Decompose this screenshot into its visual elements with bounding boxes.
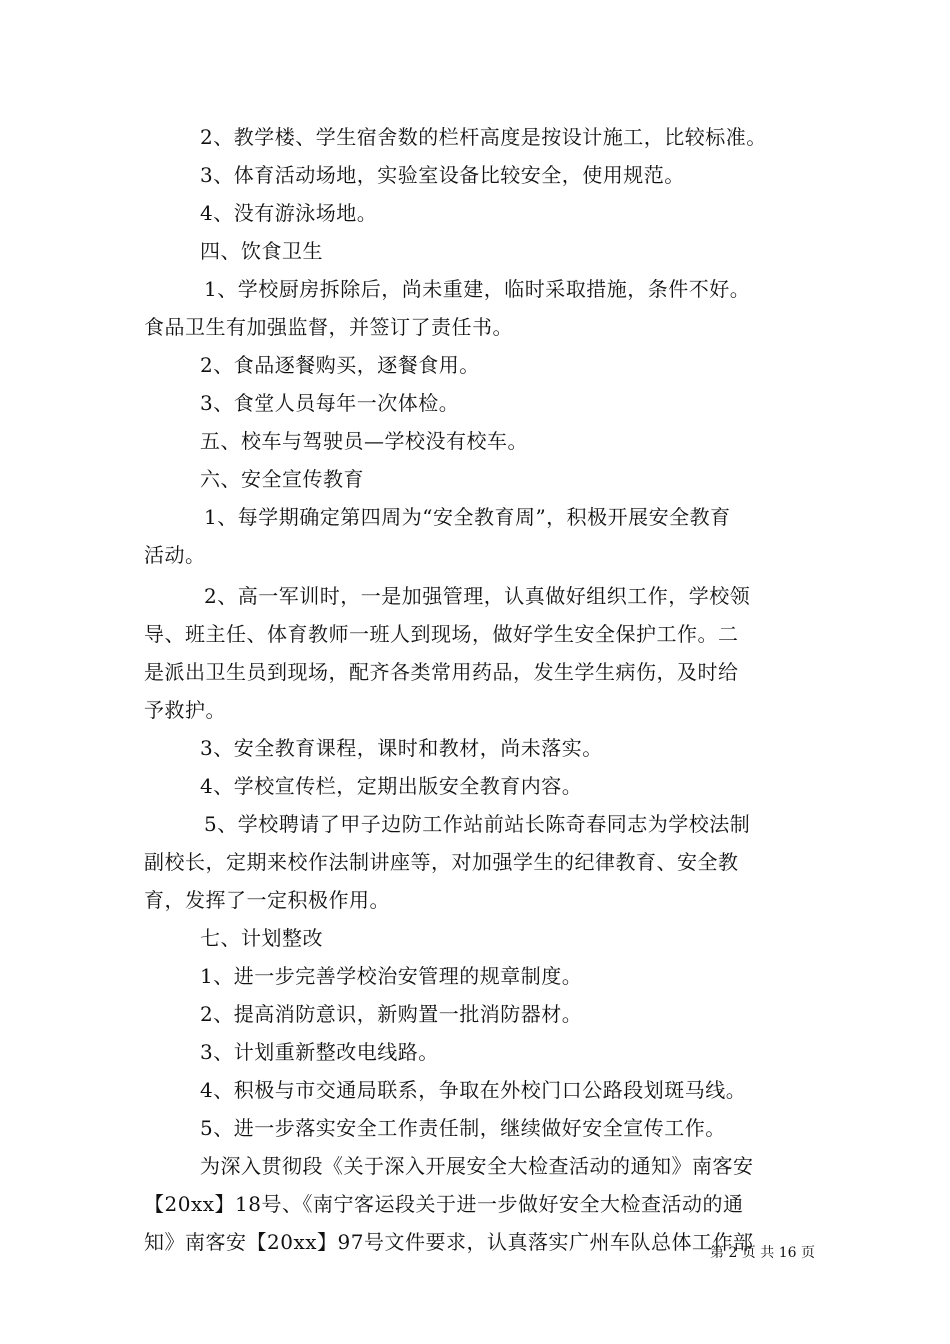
document-body [144,118,808,1261]
paragraph-line: 5、学校聘请了甲子边防工作站前站长陈奇春同志为学校法制 [204,812,751,836]
paragraph-line: 2、食品逐餐购买，逐餐食用。 [200,353,480,377]
paragraph-line: 予救护。 [144,698,226,722]
paragraph-line: 知》南客安【20xx】97号文件要求，认真落实广州车队总体工作部 [144,1230,754,1254]
paragraph-line: 1、进一步完善学校治安管理的规章制度。 [200,964,583,988]
paragraph-line: 【20xx】18号、《南宁客运段关于进一步做好安全大检查活动的通 [144,1192,744,1216]
paragraph-line: 2、提高消防意识，新购置一批消防器材。 [200,1002,583,1026]
page-number-footer: 第 2 页 共 16 页 [710,1245,815,1261]
paragraph-line: 2、教学楼、学生宿舍数的栏杆高度是按设计施工，比较标准。 [200,125,767,149]
paragraph-line: 活动。 [144,543,206,567]
paragraph-line: 2、高一军训时，一是加强管理，认真做好组织工作，学校领 [204,584,751,608]
paragraph-line: 是派出卫生员到现场，配齐各类常用药品，发生学生病伤，及时给 [144,660,739,684]
paragraph-line: 4、学校宣传栏，定期出版安全教育内容。 [200,774,583,798]
paragraph-line: 3、安全教育课程，课时和教材，尚未落实。 [200,736,603,760]
paragraph-line: 4、积极与市交通局联系，争取在外校门口公路段划斑马线。 [200,1078,747,1102]
paragraph-line: 5、进一步落实安全工作责任制，继续做好安全宣传工作。 [200,1116,726,1140]
paragraph-line: 1、学校厨房拆除后，尚未重建，临时采取措施，条件不好。 [204,277,751,301]
paragraph-line: 3、体育活动场地，实验室设备比较安全，使用规范。 [200,163,685,187]
section-heading: 六、安全宣传教育 [200,467,364,491]
paragraph-line: 3、计划重新整改电线路。 [200,1040,439,1064]
paragraph-line: 3、食堂人员每年一次体检。 [200,391,460,415]
paragraph-line: 1、每学期确定第四周为“安全教育周”，积极开展安全教育 [204,505,731,529]
paragraph-line: 育，发挥了一定积极作用。 [144,888,390,912]
paragraph-line: 导、班主任、体育教师一班人到现场，做好学生安全保护工作。二 [144,622,739,646]
paragraph-line: 食品卫生有加强监督，并签订了责任书。 [144,315,513,339]
section-heading: 五、校车与驾驶员—学校没有校车。 [200,429,528,453]
paragraph-line: 4、没有游泳场地。 [200,201,378,225]
paragraph-line: 副校长，定期来校作法制讲座等，对加强学生的纪律教育、安全教 [144,850,739,874]
section-heading: 七、计划整改 [200,926,323,950]
section-heading: 四、饮食卫生 [200,239,323,263]
paragraph-line: 为深入贯彻段《关于深入开展安全大检查活动的通知》南客安 [200,1154,754,1178]
